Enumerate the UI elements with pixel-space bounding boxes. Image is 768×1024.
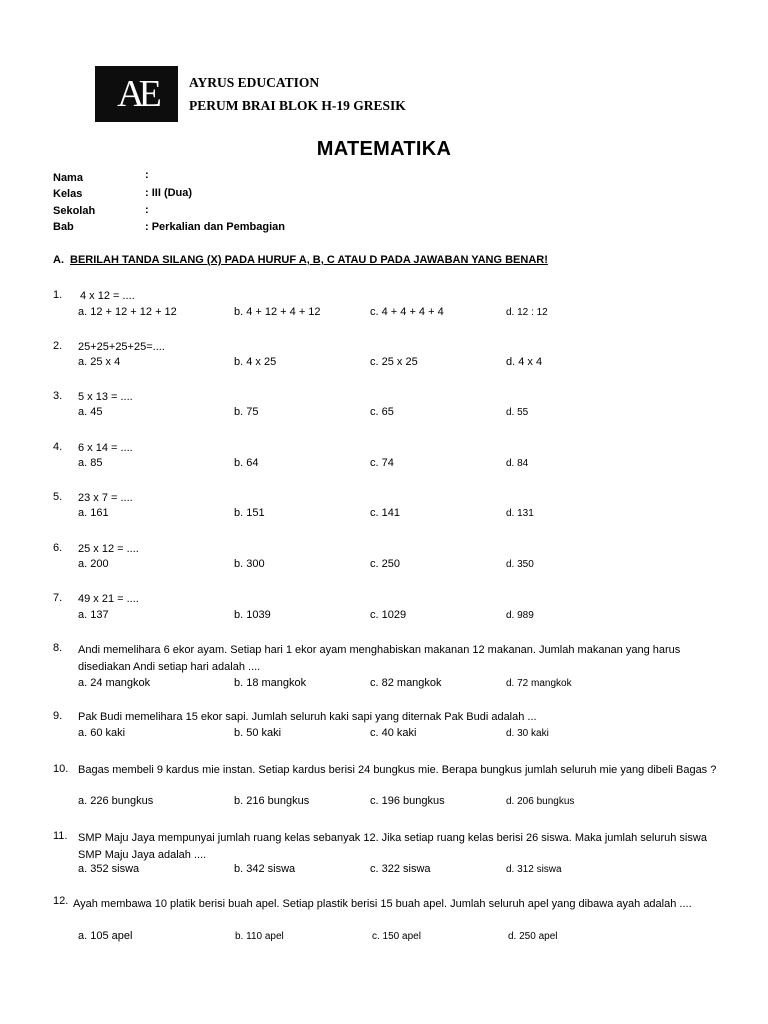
option-c[interactable]: c. 1029 — [370, 609, 407, 621]
option-d[interactable]: d. 350 — [506, 559, 534, 570]
option-a[interactable]: a. 137 — [78, 609, 109, 621]
section-marker: A. — [53, 254, 64, 266]
info-value-nama: : — [145, 169, 149, 181]
option-d[interactable]: d. 12 : 12 — [506, 307, 548, 318]
question-number: 2. — [53, 340, 63, 352]
question-number: 12. — [53, 895, 69, 907]
option-d[interactable]: d. 55 — [506, 407, 529, 418]
option-a[interactable]: a. 226 bungkus — [78, 795, 154, 807]
info-label-nama: Nama — [53, 172, 83, 184]
question-text: 49 x 21 = .... — [78, 593, 139, 605]
question-number: 8. — [53, 642, 63, 654]
org-address: PERUM BRAI BLOK H-19 GRESIK — [189, 98, 406, 113]
option-a[interactable]: a. 161 — [78, 507, 109, 519]
logo — [95, 66, 178, 122]
option-b[interactable]: b. 300 — [234, 558, 265, 570]
option-b[interactable]: b. 1039 — [234, 609, 271, 621]
option-c[interactable]: c. 141 — [370, 507, 400, 519]
option-b[interactable]: b. 50 kaki — [234, 727, 282, 739]
section-instruction — [53, 254, 548, 266]
question-number: 1. — [53, 289, 63, 301]
info-value-kelas: : III (Dua) — [145, 187, 193, 199]
question-number: 3. — [53, 390, 63, 402]
question-text: Andi memelihara 6 ekor ayam. Setiap hari 1 ekor ayam menghabiskan makanan 12 makanan. Jumlah makanan yang harus disediakan Andi setiap hari adalah .... — [78, 644, 681, 673]
question-text: 25+25+25+25=.... — [78, 341, 165, 353]
option-a[interactable]: a. 85 — [78, 457, 103, 469]
option-a[interactable]: a. 352 siswa — [78, 863, 140, 875]
info-label-sekolah: Sekolah — [53, 205, 96, 217]
question-number: 11. — [53, 830, 68, 842]
option-b[interactable]: b. 110 apel — [235, 931, 284, 942]
option-d[interactable]: d. 30 kaki — [506, 728, 549, 739]
option-b[interactable]: b. 216 bungkus — [234, 795, 310, 807]
org-name: AYRUS EDUCATION — [189, 75, 320, 90]
option-c[interactable]: c. 196 bungkus — [370, 795, 445, 807]
question-text: SMP Maju Jaya mempunyai jumlah ruang kelas sebanyak 12. Jika setiap ruang kelas berisi 26 siswa. Maka jumlah seluruh siswa SMP Maju Jaya adalah .... — [78, 832, 707, 861]
option-d[interactable]: d. 131 — [506, 508, 534, 519]
option-c[interactable]: c. 82 mangkok — [370, 677, 442, 689]
logo-text: AE — [117, 73, 156, 115]
option-d[interactable]: d. 72 mangkok — [506, 678, 572, 689]
option-b[interactable]: b. 64 — [234, 457, 259, 469]
option-a[interactable]: a. 105 apel — [78, 930, 133, 942]
option-b[interactable]: b. 342 siswa — [234, 863, 296, 875]
option-c[interactable]: c. 65 — [370, 406, 394, 418]
option-a[interactable]: a. 200 — [78, 558, 109, 570]
question-number: 10. — [53, 763, 69, 775]
page-title: MATEMATIKA — [316, 138, 452, 160]
question-text: Ayah membawa 10 platik berisi buah apel. Setiap plastik berisi 15 buah apel. Jumlah seluruh apel yang dibawa ayah adalah .... — [73, 898, 692, 910]
option-c[interactable]: c. 4 + 4 + 4 + 4 — [370, 306, 444, 318]
question-number: 5. — [53, 491, 63, 503]
option-b[interactable]: b. 18 mangkok — [234, 677, 307, 689]
option-c[interactable]: c. 25 x 25 — [370, 356, 418, 368]
option-c[interactable]: c. 322 siswa — [370, 863, 431, 875]
option-d[interactable]: d. 250 apel — [508, 931, 558, 942]
option-a[interactable]: a. 12 + 12 + 12 + 12 — [78, 306, 177, 318]
option-c[interactable]: c. 150 apel — [372, 931, 421, 942]
question-number: 9. — [53, 710, 63, 722]
option-a[interactable]: a. 24 mangkok — [78, 677, 151, 689]
option-c[interactable]: c. 40 kaki — [370, 727, 417, 739]
option-d[interactable]: d. 989 — [506, 610, 534, 621]
question-text: 25 x 12 = .... — [78, 543, 139, 555]
question-text: 4 x 12 = .... — [80, 290, 135, 302]
option-d[interactable]: d. 206 bungkus — [506, 796, 575, 807]
question-text: 5 x 13 = .... — [78, 391, 133, 403]
option-b[interactable]: b. 75 — [234, 406, 259, 418]
option-d[interactable]: d. 4 x 4 — [506, 356, 543, 368]
question-number: 4. — [53, 441, 63, 453]
option-b[interactable]: b. 151 — [234, 507, 265, 519]
option-b[interactable]: b. 4 x 25 — [234, 356, 277, 368]
option-d[interactable]: d. 312 siswa — [506, 864, 562, 875]
instruction-text: BERILAH TANDA SILANG (X) PADA HURUF A, B, C ATAU D PADA JAWABAN YANG BENAR! — [70, 254, 548, 266]
info-value-sekolah: : — [145, 204, 149, 216]
question-text: 6 x 14 = .... — [78, 442, 133, 454]
question-number: 7. — [53, 592, 63, 604]
option-a[interactable]: a. 45 — [78, 406, 103, 418]
question-text: 23 x 7 = .... — [78, 492, 133, 504]
info-label-bab: Bab — [53, 221, 74, 233]
option-b[interactable]: b. 4 + 12 + 4 + 12 — [234, 306, 321, 318]
option-a[interactable]: a. 60 kaki — [78, 727, 126, 739]
info-label-kelas: Kelas — [53, 188, 83, 200]
option-a[interactable]: a. 25 x 4 — [78, 356, 121, 368]
option-d[interactable]: d. 84 — [506, 458, 529, 469]
question-text: Pak Budi memelihara 15 ekor sapi. Jumlah seluruh kaki sapi yang diternak Pak Budi adalah ... — [78, 711, 537, 723]
question-number: 6. — [53, 542, 63, 554]
question-text: Bagas membeli 9 kardus mie instan. Setiap kardus berisi 24 bungkus mie. Berapa bungkus jumlah seluruh mie yang dibeli Bagas ? — [78, 764, 717, 776]
option-c[interactable]: c. 250 — [370, 558, 400, 570]
option-c[interactable]: c. 74 — [370, 457, 394, 469]
info-value-bab: : Perkalian dan Pembagian — [145, 221, 285, 233]
